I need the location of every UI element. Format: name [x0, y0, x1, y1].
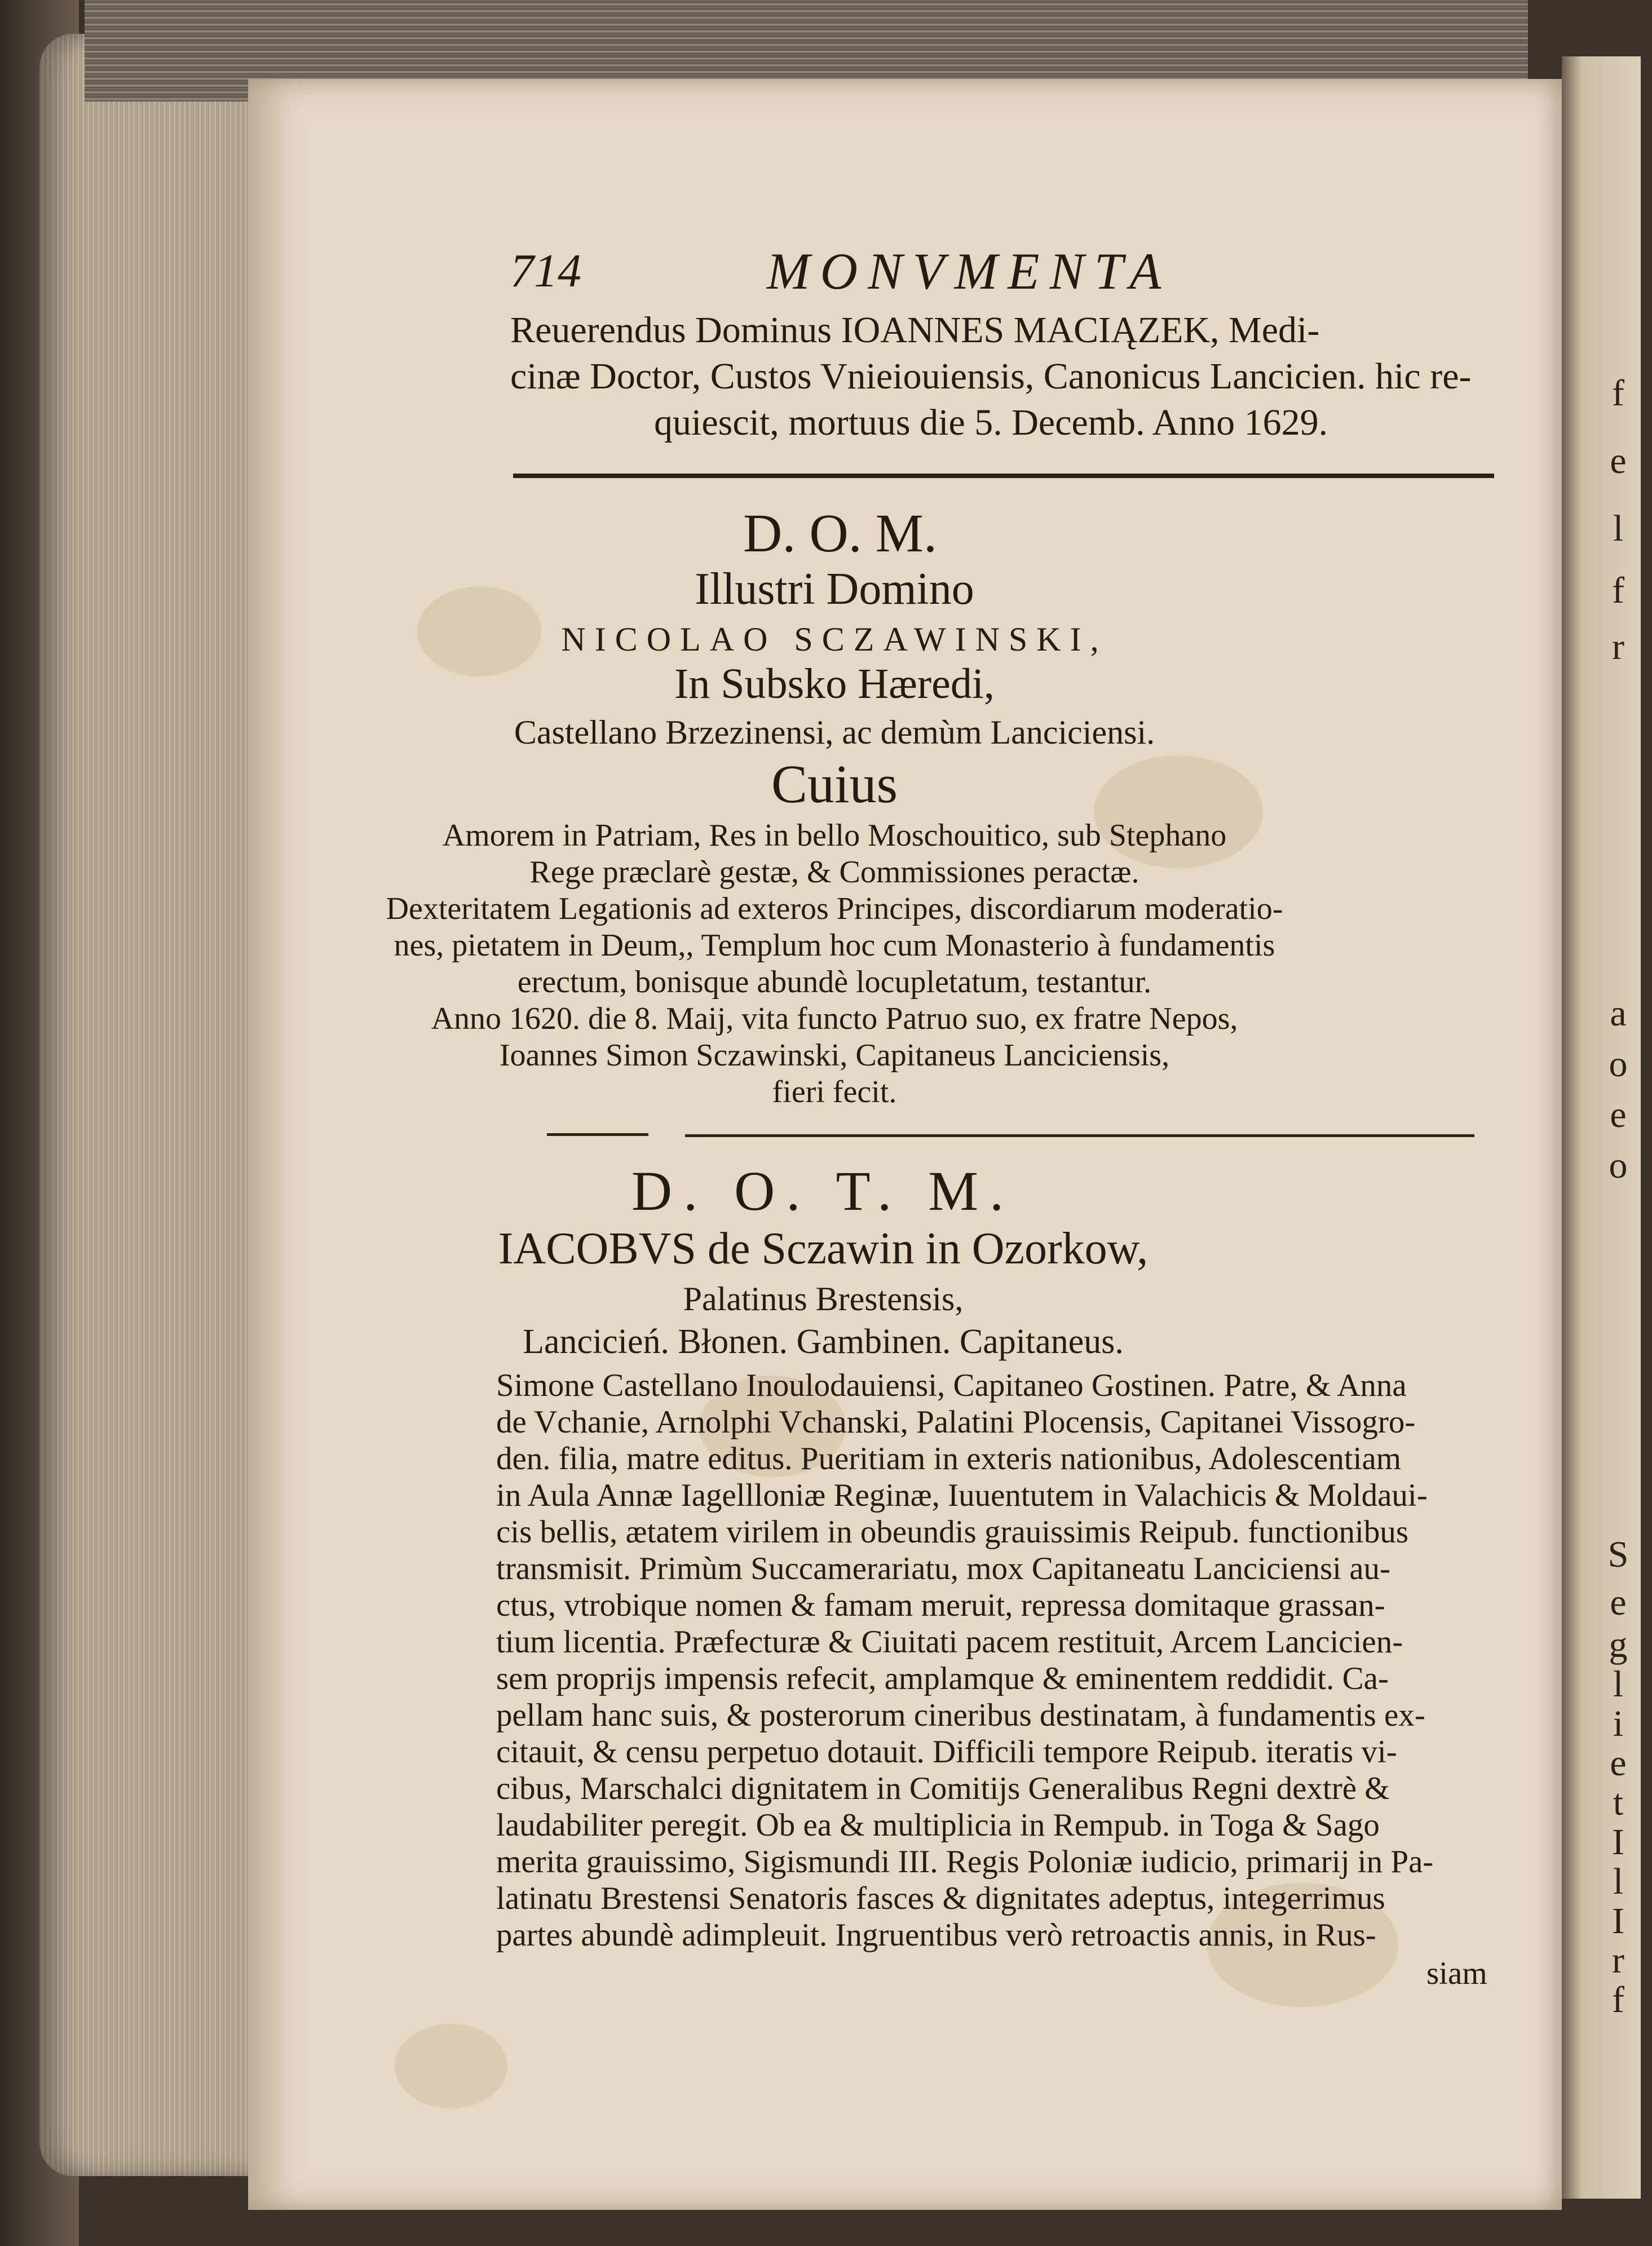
- catchword: siam: [1426, 1956, 1487, 1991]
- inscription-line: Illustri Domino: [695, 564, 974, 614]
- running-title: MONVMENTA: [767, 242, 1172, 300]
- entry-line: cinæ Doctor, Custos Vnieiouiensis, Canonicus Lancicien. hic re-: [510, 356, 1472, 397]
- facing-fragment: e: [1610, 1094, 1627, 1135]
- body-line: de Vchanie, Arnolphi Vchanski, Palatini Plocensis, Capitanei Vissogro-: [496, 1404, 1416, 1440]
- entry-line: quiescit, mortuus die 5. Decemb. Anno 1629.: [654, 402, 1328, 443]
- entry-line: Reuerendus Dominus IOANNES MACIĄZEK, Medi-: [510, 310, 1320, 351]
- body-line: Simone Castellano Inoulodauiensi, Capitaneo Gostinen. Patre, & Anna: [496, 1368, 1407, 1403]
- body-line: merita grauissimo, Sigismundi III. Regis Poloniæ iudicio, primarij in Pa-: [496, 1844, 1434, 1880]
- body-line: citauit, & censu perpetuo dotauit. Difficili tempore Reipub. iteratis vi-: [496, 1734, 1397, 1770]
- body-line: laudabiliter peregit. Ob ea & multiplicia in Rempub. in Toga & Sago: [496, 1807, 1380, 1843]
- inscription-line: nes, pietatem in Deum,, Templum hoc cum Monasterio à fundamentis: [394, 928, 1275, 963]
- title-line: IACOBVS de Sczawin in Ozorkow,: [498, 1224, 1149, 1274]
- facing-fragment: e: [1610, 440, 1627, 481]
- facing-fragment: I: [1612, 1821, 1624, 1863]
- inscription-line: Dexteritatem Legationis ad exteros Principes, discordiarum moderatio-: [386, 891, 1283, 926]
- inscription-line: NICOLAO SCZAWINSKI,: [561, 621, 1108, 658]
- section-divider: [685, 1134, 1474, 1137]
- facing-fragment: l: [1613, 1861, 1624, 1902]
- facing-fragment: f: [1612, 570, 1624, 611]
- body-line: cibus, Marschalci dignitatem in Comitijs Generalibus Regni dextrè &: [496, 1771, 1390, 1806]
- facing-fragment: f: [1612, 373, 1624, 414]
- section-divider: [513, 474, 1494, 478]
- body-line: transmisit. Primùm Succamerariatu, mox Capitaneatu Lanciciensi au-: [496, 1551, 1391, 1586]
- page-number: 714: [510, 245, 581, 297]
- section-divider-short: [547, 1133, 648, 1136]
- body-line: latinatu Brestensi Senatoris fasces & dignitates adeptus, integerrimus: [496, 1881, 1385, 1916]
- facing-fragment: e: [1610, 1743, 1627, 1784]
- facing-fragment: l: [1613, 508, 1624, 549]
- facing-fragment: S: [1607, 1534, 1629, 1575]
- inscription-line: fieri fecit.: [772, 1075, 897, 1109]
- title-line: Palatinus Brestensis,: [683, 1280, 964, 1317]
- facing-fragment: l: [1613, 1664, 1624, 1705]
- body-line: partes abundè adimpleuit. Ingruentibus verò retroactis annis, in Rus-: [496, 1917, 1376, 1953]
- body-line: tium licentia. Præfecturæ & Ciuitati pacem restituit, Arcem Lancicien-: [496, 1624, 1403, 1660]
- body-line: ctus, vtrobique nomen & famam meruit, repressa domitaque grassan-: [496, 1588, 1385, 1623]
- facing-fragment: r: [1612, 626, 1624, 667]
- inscription-line: Castellano Brzezinensi, ac demùm Lanciciensi.: [514, 714, 1155, 751]
- inscription-line: Anno 1620. die 8. Maij, vita functo Patruo suo, ex fratre Nepos,: [431, 1001, 1238, 1036]
- section-heading: D. O. T. M.: [631, 1160, 1015, 1222]
- facing-fragment: I: [1612, 1900, 1624, 1942]
- inscription-line: Amorem in Patriam, Res in bello Moschouitico, sub Stephano: [442, 818, 1227, 853]
- title-line: Lancicień. Błonen. Gambinen. Capitaneus.: [523, 1323, 1124, 1361]
- body-line: den. filia, matre editus. Pueritiam in exteris nationibus, Adolescentiam: [496, 1441, 1402, 1476]
- body-line: pellam hanc suis, & posterorum cineribus destinatam, à fundamentis ex-: [496, 1697, 1425, 1733]
- facing-fragment: a: [1610, 993, 1627, 1034]
- body-line: in Aula Annæ Iagellloniæ Reginæ, Iuuentutem in Valachicis & Moldaui-: [496, 1478, 1428, 1513]
- inscription-line: erectum, bonisque abundè locupletatum, testantur.: [517, 965, 1152, 1000]
- facing-fragment: g: [1609, 1624, 1628, 1665]
- facing-fragment: r: [1612, 1940, 1624, 1981]
- inscription-line: Rege præclarè gestæ, & Commissiones peractæ.: [529, 855, 1139, 890]
- body-line: sem proprijs impensis refecit, amplamque & eminentem reddidit. Ca-: [496, 1661, 1389, 1696]
- facing-fragment: o: [1609, 1044, 1628, 1085]
- facing-fragment: i: [1613, 1703, 1624, 1744]
- inscription-line: Ioannes Simon Sczawinski, Capitaneus Lanciciensis,: [499, 1038, 1170, 1073]
- section-heading: D. O. M.: [743, 503, 937, 563]
- body-line: cis bellis, ætatem virilem in obeundis grauissimis Reipub. functionibus: [496, 1514, 1409, 1550]
- facing-fragment: e: [1610, 1582, 1627, 1623]
- inscription-line: Cuius: [771, 754, 898, 814]
- facing-fragment: f: [1612, 1979, 1624, 2020]
- facing-fragment: o: [1609, 1145, 1628, 1186]
- inscription-line: In Subsko Hæredi,: [674, 660, 995, 708]
- facing-fragment: t: [1613, 1782, 1624, 1823]
